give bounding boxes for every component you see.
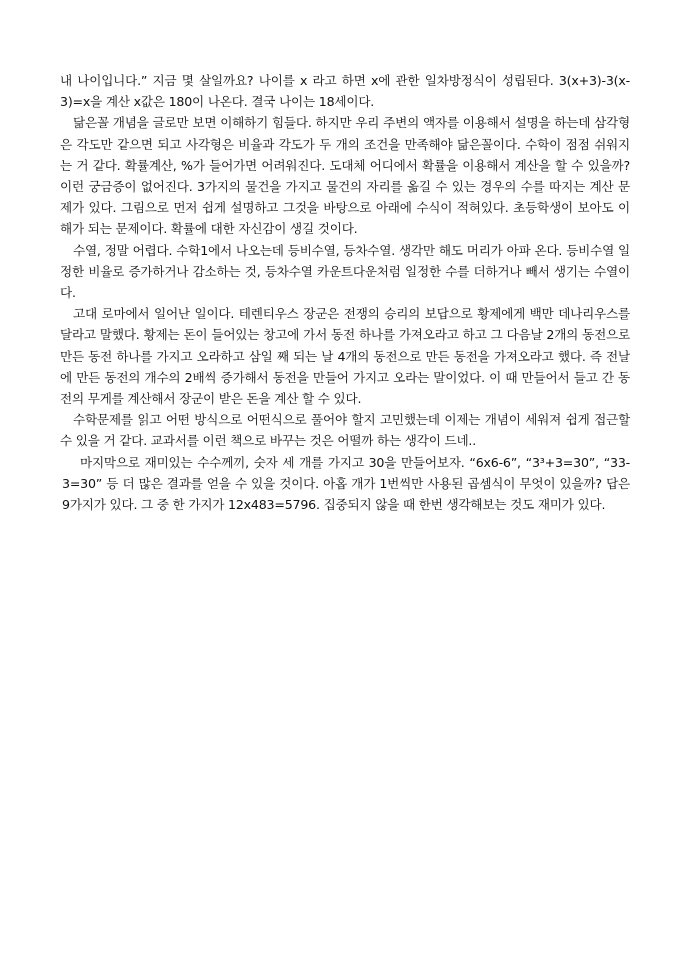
- paragraph-similarity-probability: 닮은꼴 개념을 글로만 보면 이해하기 힘들다. 하지만 우리 주변의 액자를 이용해서 설명을 하는데 삼각형은 각도만 같으면 되고 사각형은 비율과 각도가 두 개의 조건을 만족해야 닮은꼴이다. 수학이 점점 쉬워지는 거 같다. 확률계산, %가 들어가면 어려워진다. 도대체 어디에서 확률을 이용해서 계산을 할 수 있을까? 이런 궁금증이 없어진다. 3가지의 물건을 가지고 물건의 자리를 옮길 수 있는 경우의 수를 따지는 계산 문제가 있다. 그림으로 먼저 쉽게 설명하고 그것을 바탕으로 아래에 수식이 적혀있다. 초등학생이 보아도 이해가 되는 문제이다. 확률에 대한 자신감이 생길 것이다.: [60, 115, 630, 237]
- body-text: [60, 70, 630, 515]
- paragraph-riddle: 마지막으로 재미있는 수수께끼, 숫자 세 개를 가지고 30을 만들어보자. “6x6-6”, “3³+3=30”, “33-3=30” 등 더 많은 결과를 얻을 수 있을 것이다. 아홉 개가 1번씩만 사용된 곱셈식이 무엇이 있을까? 답은 9가지가 있다. 그 중 한 가지가 12x483=5796. 집중되지 않을 때 한번 생각해보는 것도 재미가 있다.: [62, 454, 630, 513]
- paragraph-sequences: 수열, 정말 어렵다. 수학1에서 나오는데 등비수열, 등차수열. 생각만 해도 머리가 아파 온다. 등비수열 일정한 비율로 증가하거나 감소하는 것, 등차수열 카운트다운처럼 일정한 수를 더하거나 빼서 생기는 수열이다.: [60, 242, 630, 301]
- paragraph-reflection: 수학문제를 읽고 어떤 방식으로 어떤식으로 풀어야 할지 고민했는데 이제는 개념이 세워져 쉽게 접근할 수 있을 거 같다. 교과서를 이런 책으로 바꾸는 것은 어떨까 하는 생각이 드네..: [60, 412, 630, 449]
- paragraph-roman-general: 고대 로마에서 일어난 일이다. 테렌티우스 장군은 전쟁의 승리의 보답으로 황제에게 백만 데나리우스를 달라고 말했다. 황제는 돈이 들어있는 창고에 가서 동전 하나를 가져오라고 하고 그 다음날 2개의 동전으로 만든 동전 하나를 가지고 오라하고 삼일 째 되는 날 4개의 동전으로 만든 동전을 가져오라고 했다. 즉 전날에 만든 동전의 개수의 2배씩 증가해서 동전을 만들어 가지고 오라는 말이었다. 이 때 만들어서 들고 간 동전의 무게를 계산해서 장군이 받은 돈을 계산 할 수 있다.: [60, 306, 630, 407]
- paragraph-age-equation: 내 나이입니다.” 지금 몇 살일까요? 나이를 x 라고 하면 x에 관한 일차방정식이 성립된다. 3(x+3)-3(x-3)=x을 계산 x값은 180이 나온다. 결국 나이는 18세이다.: [60, 73, 630, 110]
